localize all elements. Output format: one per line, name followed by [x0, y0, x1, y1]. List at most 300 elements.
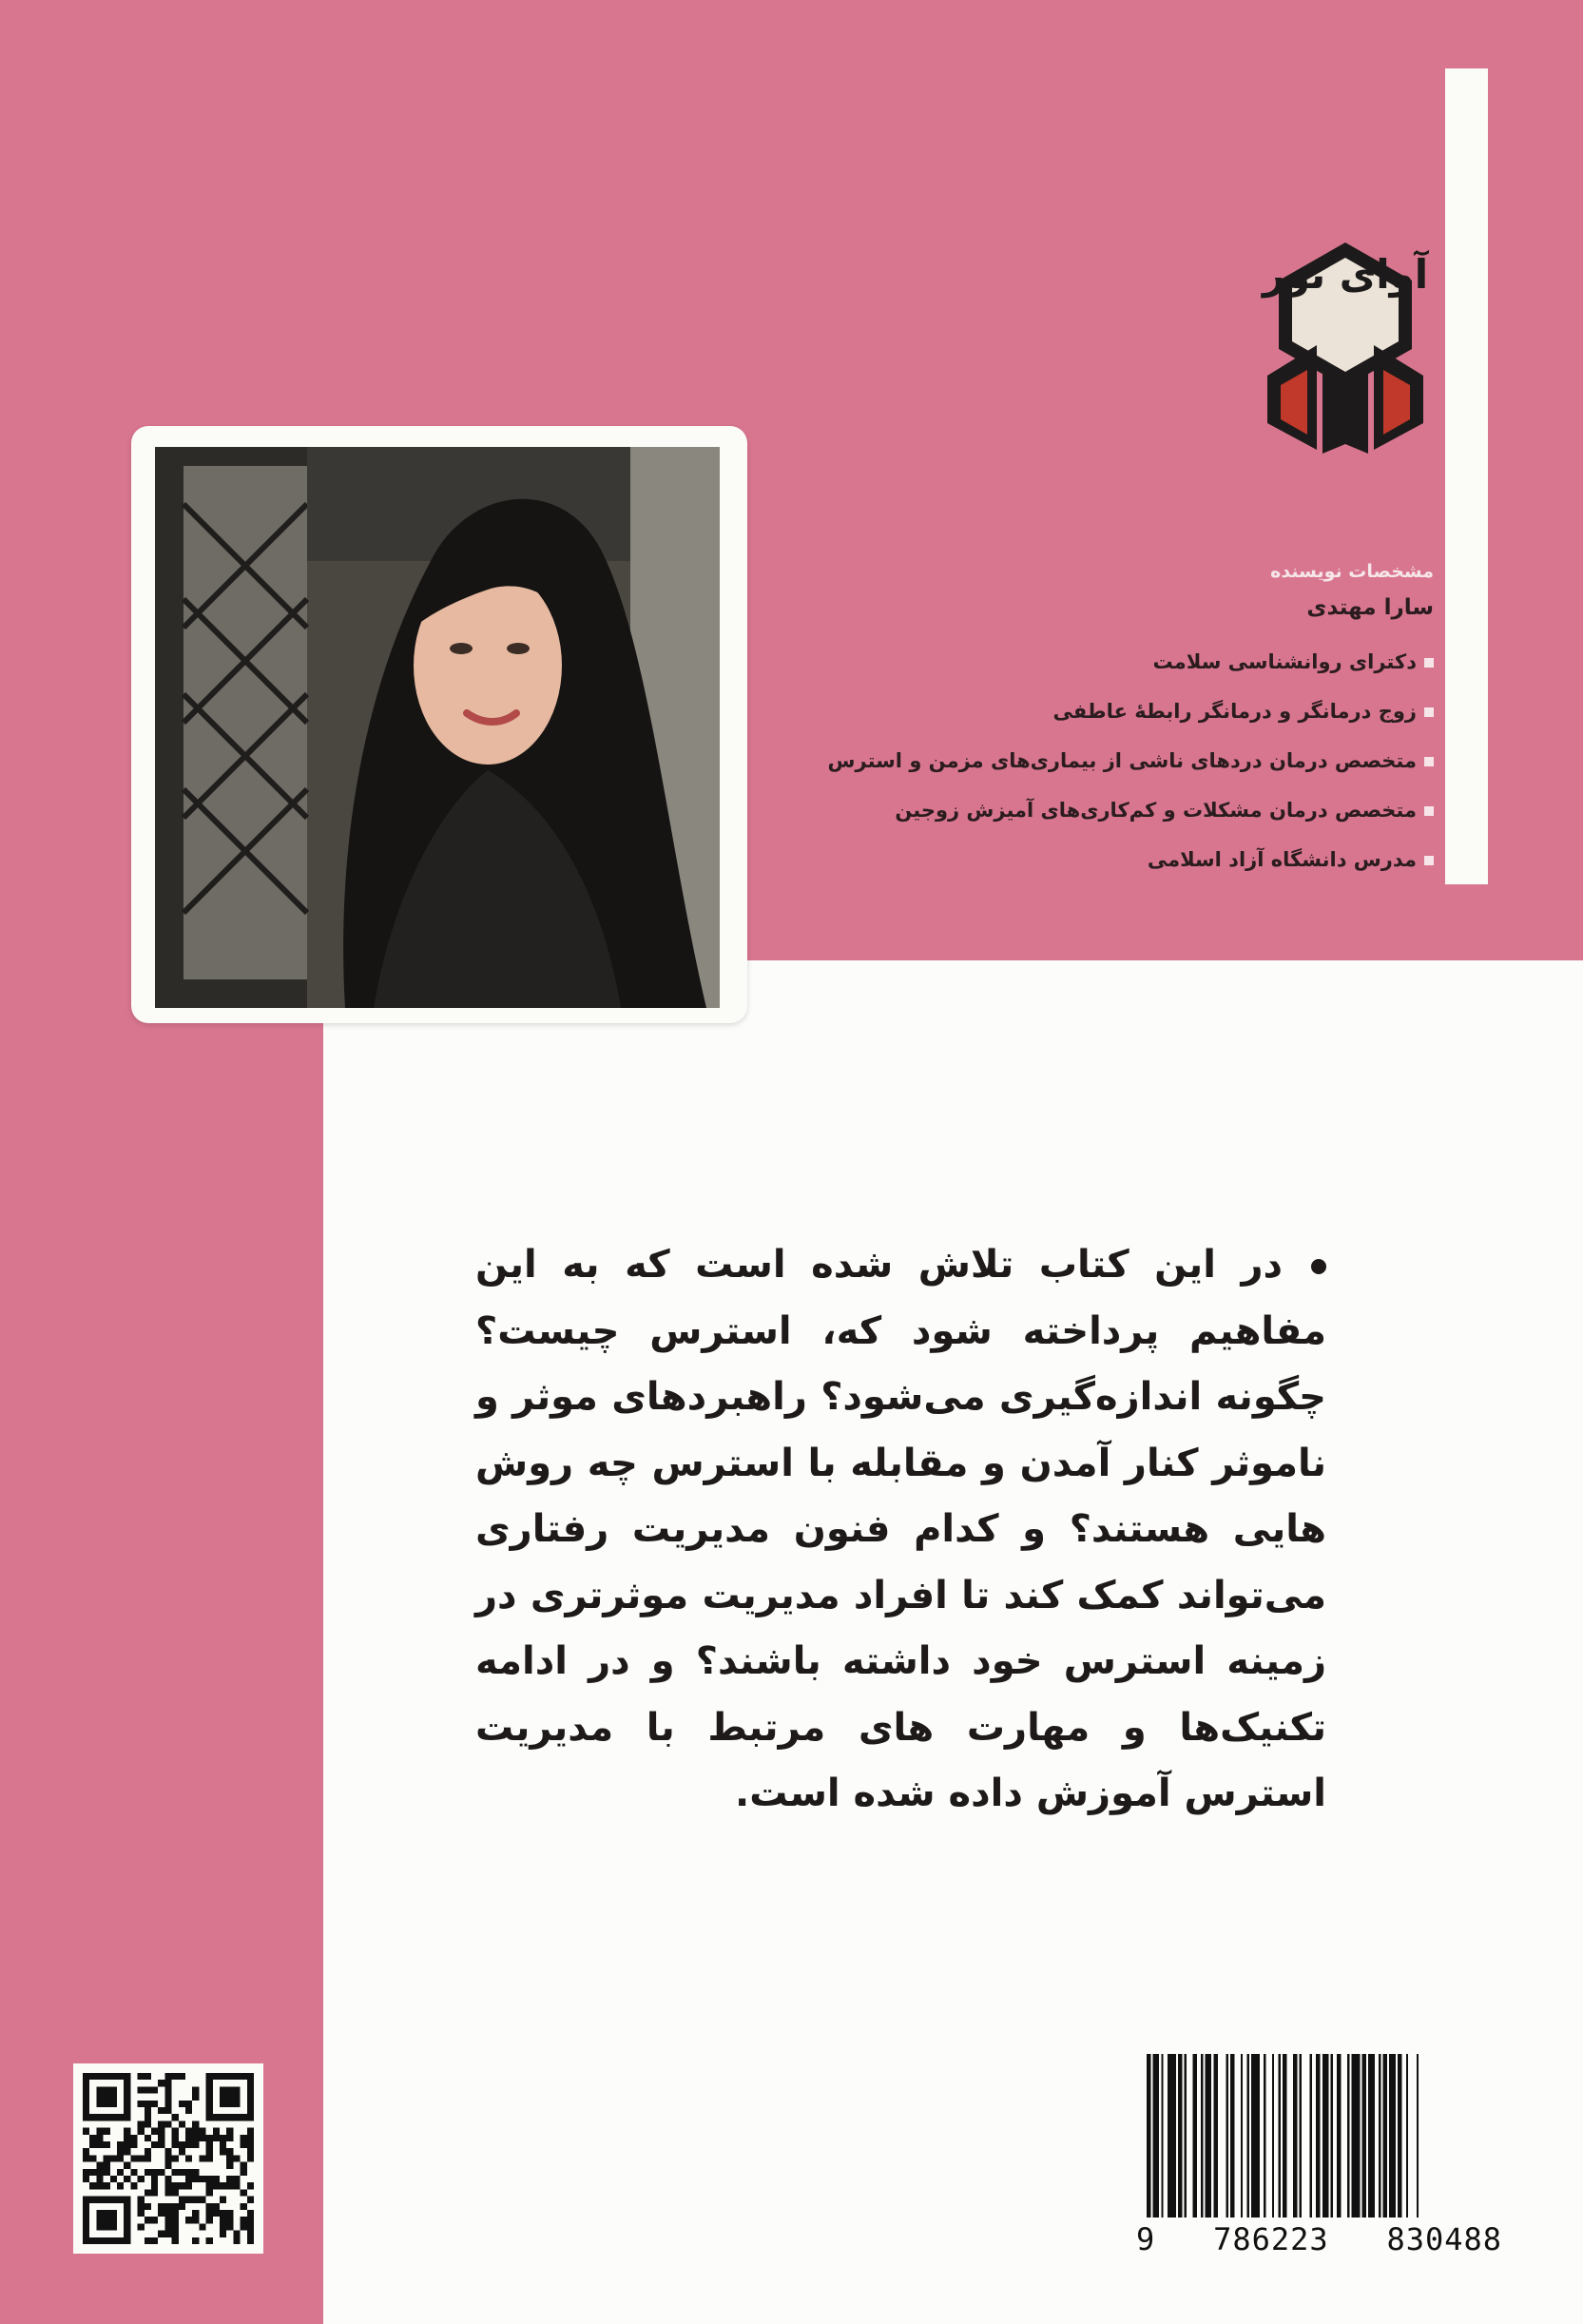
- qr-module: [104, 2141, 110, 2148]
- qr-module: [104, 2073, 110, 2080]
- qr-module: [247, 2107, 254, 2114]
- qr-module: [220, 2231, 226, 2237]
- barcode-bar: [1230, 2054, 1234, 2217]
- qr-module: [145, 2107, 151, 2114]
- qr-module: [185, 2169, 192, 2176]
- qr-module: [138, 2086, 145, 2093]
- qr-module: [241, 2141, 247, 2148]
- qr-module: [241, 2162, 247, 2169]
- qr-module: [206, 2210, 213, 2217]
- qr-module: [124, 2148, 130, 2155]
- qr-module: [233, 2231, 240, 2237]
- qr-module: [96, 2210, 103, 2217]
- qr-module: [158, 2203, 164, 2210]
- barcode-bar: [1279, 2054, 1281, 2217]
- qr-module: [89, 2182, 96, 2189]
- qr-module: [220, 2223, 226, 2230]
- qr-module: [89, 2155, 96, 2161]
- qr-module: [104, 2094, 110, 2101]
- qr-module: [83, 2080, 89, 2086]
- qr-module: [179, 2121, 185, 2127]
- qr-module: [124, 2217, 130, 2223]
- qr-module: [172, 2237, 179, 2244]
- qr-module: [206, 2148, 213, 2155]
- qr-module: [145, 2155, 151, 2161]
- qr-module: [104, 2182, 110, 2189]
- qr-module: [158, 2080, 164, 2086]
- qr-module: [96, 2094, 103, 2101]
- qr-module: [83, 2101, 89, 2107]
- qr-module: [138, 2203, 145, 2210]
- qr-module: [96, 2135, 103, 2141]
- qr-module: [241, 2135, 247, 2141]
- qr-module: [158, 2107, 164, 2114]
- credential-item: مدرس دانشگاه آزاد اسلامی: [749, 835, 1434, 884]
- barcode-bar: [1352, 2054, 1361, 2217]
- qr-module: [164, 2107, 171, 2114]
- qr-module: [185, 2155, 192, 2161]
- qr-module: [110, 2210, 117, 2217]
- qr-module: [117, 2182, 124, 2189]
- barcode-bar: [1322, 2054, 1329, 2217]
- qr-module: [206, 2135, 213, 2141]
- barcode-bar: [1251, 2054, 1260, 2217]
- qr-module: [247, 2148, 254, 2155]
- qr-module: [151, 2176, 158, 2182]
- qr-module: [151, 2189, 158, 2196]
- qr-module: [213, 2203, 220, 2210]
- qr-module: [192, 2176, 199, 2182]
- qr-module: [164, 2121, 171, 2127]
- qr-module: [206, 2094, 213, 2101]
- qr-module: [164, 2080, 171, 2086]
- credential-item: زوج درمانگر و درمانگر رابطهٔ عاطفی: [749, 687, 1434, 736]
- qr-module: [158, 2231, 164, 2237]
- qr-module: [206, 2107, 213, 2114]
- qr-module: [96, 2141, 103, 2148]
- qr-module: [206, 2237, 213, 2244]
- qr-module: [104, 2217, 110, 2223]
- qr-module: [206, 2203, 213, 2210]
- qr-module: [110, 2114, 117, 2121]
- qr-module: [172, 2189, 179, 2196]
- qr-module: [179, 2182, 185, 2189]
- qr-module: [241, 2189, 247, 2196]
- qr-module: [241, 2073, 247, 2080]
- qr-module: [241, 2223, 247, 2230]
- qr-module: [172, 2135, 179, 2141]
- barcode-bar: [1226, 2054, 1228, 2217]
- qr-module: [192, 2086, 199, 2093]
- qr-module: [83, 2231, 89, 2237]
- qr-module: [164, 2203, 171, 2210]
- qr-module: [89, 2135, 96, 2141]
- qr-module: [104, 2155, 110, 2161]
- qr-module: [247, 2223, 254, 2230]
- qr-module: [233, 2073, 240, 2080]
- qr-module: [145, 2148, 151, 2155]
- qr-module: [83, 2155, 89, 2161]
- qr-module: [89, 2237, 96, 2244]
- qr-module: [192, 2121, 199, 2127]
- qr-module: [151, 2237, 158, 2244]
- qr-module: [247, 2114, 254, 2121]
- qr-module: [179, 2141, 185, 2148]
- barcode-bar: [1206, 2054, 1212, 2217]
- qr-module: [192, 2197, 199, 2203]
- qr-module: [164, 2086, 171, 2093]
- qr-module: [172, 2141, 179, 2148]
- qr-module: [226, 2155, 233, 2161]
- qr-module: [110, 2155, 117, 2161]
- qr-module: [179, 2148, 185, 2155]
- qr-module: [213, 2176, 220, 2182]
- qr-module: [172, 2128, 179, 2135]
- qr-module: [124, 2210, 130, 2217]
- qr-module: [206, 2182, 213, 2189]
- qr-module: [164, 2231, 171, 2237]
- qr-module: [124, 2073, 130, 2080]
- qr-module: [233, 2086, 240, 2093]
- qr-module: [213, 2128, 220, 2135]
- qr-module: [247, 2231, 254, 2237]
- qr-module: [172, 2210, 179, 2217]
- qr-module: [124, 2135, 130, 2141]
- barcode-bar: [1300, 2054, 1302, 2217]
- qr-module: [179, 2197, 185, 2203]
- qr-module: [185, 2128, 192, 2135]
- qr-module: [220, 2197, 226, 2203]
- barcode-bar: [1389, 2054, 1396, 2217]
- qr-module: [247, 2141, 254, 2148]
- qr-module: [172, 2203, 179, 2210]
- qr-module: [83, 2073, 89, 2080]
- qr-module: [117, 2141, 124, 2148]
- qr-module: [220, 2086, 226, 2093]
- qr-module: [226, 2223, 233, 2230]
- qr-module: [226, 2101, 233, 2107]
- qr-module: [96, 2101, 103, 2107]
- qr-module: [226, 2162, 233, 2169]
- qr-module: [104, 2197, 110, 2203]
- qr-module: [192, 2217, 199, 2223]
- qr-module: [199, 2176, 205, 2182]
- qr-module: [104, 2114, 110, 2121]
- qr-module: [226, 2135, 233, 2141]
- qr-module: [83, 2114, 89, 2121]
- qr-module: [213, 2210, 220, 2217]
- qr-module: [124, 2114, 130, 2121]
- qr-module: [213, 2114, 220, 2121]
- qr-module: [220, 2148, 226, 2155]
- barcode-bar: [1379, 2054, 1380, 2217]
- qr-module: [151, 2086, 158, 2093]
- qr-module: [124, 2197, 130, 2203]
- qr-module: [233, 2176, 240, 2182]
- qr-module: [96, 2217, 103, 2223]
- qr-module: [117, 2197, 124, 2203]
- qr-module: [96, 2114, 103, 2121]
- barcode-bar: [1161, 2054, 1163, 2217]
- qr-module: [104, 2210, 110, 2217]
- qr-module: [83, 2128, 89, 2135]
- qr-module: [206, 2189, 213, 2196]
- barcode-bar: [1383, 2054, 1387, 2217]
- author-photo: [155, 447, 720, 1008]
- qr-module: [138, 2155, 145, 2161]
- qr-module: [164, 2162, 171, 2169]
- qr-module: [104, 2223, 110, 2230]
- qr-module: [192, 2210, 199, 2217]
- qr-module: [83, 2203, 89, 2210]
- qr-module: [172, 2155, 179, 2161]
- qr-module: [213, 2073, 220, 2080]
- barcode-bar: [1368, 2054, 1375, 2217]
- qr-module: [83, 2107, 89, 2114]
- barcode-bar: [1310, 2054, 1312, 2217]
- qr-module: [104, 2128, 110, 2135]
- qr-module: [226, 2210, 233, 2217]
- qr-module: [96, 2182, 103, 2189]
- qr-module: [172, 2217, 179, 2223]
- qr-code-graphic: [83, 2073, 254, 2244]
- qr-module: [241, 2169, 247, 2176]
- qr-module: [247, 2135, 254, 2141]
- barcode-bar: [1241, 2054, 1243, 2217]
- qr-module: [145, 2237, 151, 2244]
- qr-module: [130, 2182, 137, 2189]
- qr-module: [124, 2223, 130, 2230]
- qr-module: [96, 2223, 103, 2230]
- qr-module: [110, 2086, 117, 2093]
- qr-module: [110, 2237, 117, 2244]
- qr-module: [124, 2231, 130, 2237]
- qr-module: [104, 2162, 110, 2169]
- qr-module: [145, 2189, 151, 2196]
- qr-module: [96, 2197, 103, 2203]
- qr-module: [130, 2169, 137, 2176]
- qr-module: [241, 2217, 247, 2223]
- qr-module: [247, 2094, 254, 2101]
- barcode-bar: [1147, 2054, 1150, 2217]
- qr-module: [247, 2217, 254, 2223]
- qr-module: [164, 2182, 171, 2189]
- qr-module: [172, 2223, 179, 2230]
- qr-module: [83, 2210, 89, 2217]
- qr-module: [145, 2169, 151, 2176]
- qr-module: [83, 2148, 89, 2155]
- qr-module: [247, 2073, 254, 2080]
- qr-module: [226, 2086, 233, 2093]
- barcode-bar: [1192, 2054, 1196, 2217]
- qr-module: [179, 2169, 185, 2176]
- bullet-square-icon: [1424, 856, 1434, 865]
- qr-module: [172, 2182, 179, 2189]
- qr-module: [145, 2073, 151, 2080]
- qr-module: [192, 2135, 199, 2141]
- credential-item: متخصص درمان مشکلات و کم‌کاری‌های آمیزش زوجین: [749, 785, 1434, 835]
- qr-module: [83, 2237, 89, 2244]
- qr-module: [226, 2148, 233, 2155]
- qr-module: [145, 2217, 151, 2223]
- qr-module: [220, 2114, 226, 2121]
- qr-module: [83, 2217, 89, 2223]
- qr-module: [89, 2169, 96, 2176]
- qr-module: [124, 2101, 130, 2107]
- qr-module: [104, 2101, 110, 2107]
- qr-module: [89, 2114, 96, 2121]
- qr-module: [220, 2094, 226, 2101]
- qr-module: [199, 2197, 205, 2203]
- qr-module: [226, 2176, 233, 2182]
- qr-module: [179, 2073, 185, 2080]
- bullet-dot-icon: [1311, 1259, 1326, 1274]
- qr-module: [233, 2182, 240, 2189]
- qr-module: [96, 2073, 103, 2080]
- qr-module: [83, 2169, 89, 2176]
- qr-module: [192, 2094, 199, 2101]
- barcode-bar: [1347, 2054, 1349, 2217]
- qr-module: [138, 2101, 145, 2107]
- credential-item: دکترای روانشناسی سلامت: [749, 637, 1434, 687]
- qr-module: [199, 2155, 205, 2161]
- qr-module: [124, 2176, 130, 2182]
- qr-module: [206, 2080, 213, 2086]
- qr-module: [172, 2114, 179, 2121]
- barcode-bar: [1316, 2054, 1320, 2217]
- qr-module: [247, 2210, 254, 2217]
- book-blurb: [475, 1232, 1326, 1828]
- qr-module: [206, 2217, 213, 2223]
- qr-module: [145, 2101, 151, 2107]
- qr-module: [130, 2155, 137, 2161]
- qr-module: [164, 2210, 171, 2217]
- qr-module: [164, 2073, 171, 2080]
- qr-module: [104, 2237, 110, 2244]
- qr-module: [138, 2210, 145, 2217]
- qr-module: [213, 2182, 220, 2189]
- qr-module: [124, 2094, 130, 2101]
- qr-module: [247, 2080, 254, 2086]
- qr-module: [247, 2237, 254, 2244]
- qr-module: [151, 2101, 158, 2107]
- barcode-bar: [1283, 2054, 1286, 2217]
- qr-module: [247, 2128, 254, 2135]
- barcode-bar: [1247, 2054, 1249, 2217]
- qr-module: [164, 2223, 171, 2230]
- qr-module: [96, 2162, 103, 2169]
- qr-module: [179, 2101, 185, 2107]
- qr-module: [185, 2176, 192, 2182]
- bullet-square-icon: [1424, 658, 1434, 668]
- qr-module: [145, 2203, 151, 2210]
- qr-module: [110, 2176, 117, 2182]
- qr-module: [158, 2121, 164, 2127]
- qr-module: [220, 2101, 226, 2107]
- qr-module: [247, 2182, 254, 2189]
- barcode-bar: [1213, 2054, 1217, 2217]
- qr-module: [164, 2155, 171, 2161]
- qr-module: [226, 2217, 233, 2223]
- qr-module: [192, 2169, 199, 2176]
- qr-module: [151, 2141, 158, 2148]
- qr-module: [83, 2176, 89, 2182]
- qr-module: [124, 2107, 130, 2114]
- qr-module: [138, 2073, 145, 2080]
- qr-module: [199, 2135, 205, 2141]
- barcode-bar: [1417, 2054, 1419, 2217]
- qr-module: [185, 2217, 192, 2223]
- qr-module: [89, 2197, 96, 2203]
- qr-module: [83, 2223, 89, 2230]
- bullet-square-icon: [1424, 806, 1434, 816]
- barcode-bar: [1272, 2054, 1274, 2217]
- qr-module: [185, 2197, 192, 2203]
- qr-module: [192, 2128, 199, 2135]
- qr-module: [172, 2169, 179, 2176]
- qr-module: [213, 2135, 220, 2141]
- qr-module: [117, 2155, 124, 2161]
- qr-module: [117, 2114, 124, 2121]
- qr-module: [124, 2162, 130, 2169]
- qr-module: [164, 2189, 171, 2196]
- qr-module: [233, 2101, 240, 2107]
- qr-module: [110, 2101, 117, 2107]
- barcode: [1141, 2054, 1490, 2235]
- qr-module: [117, 2073, 124, 2080]
- qr-module: [199, 2128, 205, 2135]
- qr-module: [96, 2237, 103, 2244]
- qr-module: [124, 2080, 130, 2086]
- qr-module: [124, 2086, 130, 2093]
- qr-module: [220, 2210, 226, 2217]
- barcode-bar: [1264, 2054, 1265, 2217]
- qr-module: [206, 2101, 213, 2107]
- qr-module: [206, 2155, 213, 2161]
- qr-module: [185, 2107, 192, 2114]
- qr-module: [158, 2141, 164, 2148]
- qr-module: [164, 2176, 171, 2182]
- qr-module: [130, 2135, 137, 2141]
- qr-module: [138, 2121, 145, 2127]
- barcode-bar: [1168, 2054, 1176, 2217]
- qr-module: [124, 2237, 130, 2244]
- qr-module: [172, 2231, 179, 2237]
- qr-module: [226, 2128, 233, 2135]
- qr-module: [226, 2073, 233, 2080]
- qr-module: [220, 2073, 226, 2080]
- barcode-bar: [1337, 2054, 1341, 2217]
- qr-module: [185, 2182, 192, 2189]
- qr-module: [206, 2073, 213, 2080]
- qr-module: [83, 2086, 89, 2093]
- qr-module: [158, 2169, 164, 2176]
- barcode-bar: [1178, 2054, 1182, 2217]
- qr-module: [164, 2148, 171, 2155]
- qr-module: [83, 2094, 89, 2101]
- qr-module: [199, 2223, 205, 2230]
- barcode-number: 9 786223 830488: [1136, 2221, 1503, 2257]
- qr-module: [241, 2114, 247, 2121]
- qr-module: [233, 2155, 240, 2161]
- qr-module: [220, 2141, 226, 2148]
- barcode-bar: [1331, 2054, 1333, 2217]
- qr-module: [96, 2128, 103, 2135]
- qr-module: [220, 2182, 226, 2189]
- qr-module: [172, 2073, 179, 2080]
- qr-module: [192, 2141, 199, 2148]
- qr-module: [83, 2197, 89, 2203]
